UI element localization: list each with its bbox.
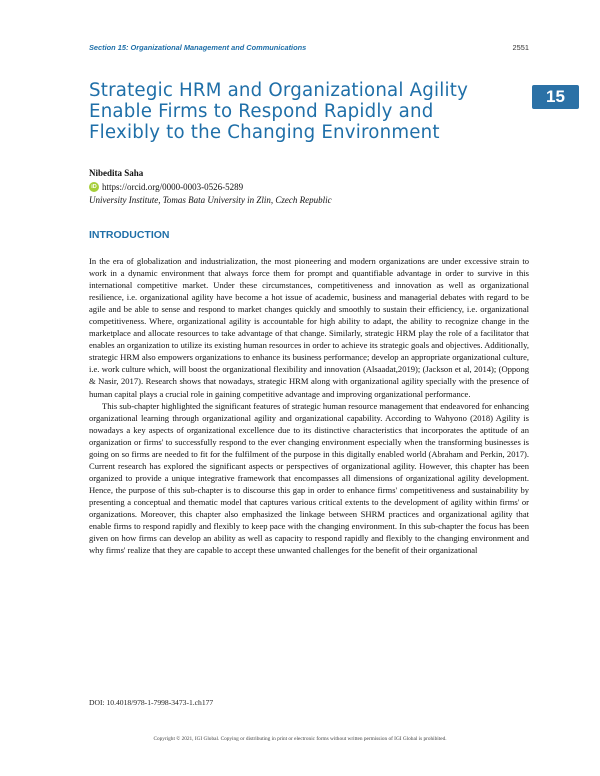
chapter-title: Strategic HRM and Organizational Agility Enable Firms to Respond Rapidly and Flexibly to the Changing Environment xyxy=(89,80,469,143)
copyright-notice: Copyright © 2021, IGI Global. Copying or distributing in print or electronic forms without written permission of IGI Global is prohibited. xyxy=(153,736,447,742)
orcid-link[interactable]: https://orcid.org/0000-0003-0526-5289 xyxy=(102,182,244,192)
paragraph: This sub-chapter highlighted the significant features of strategic human resource management that endeavored for enhancing organizational learning through organizational agility and organizational capability. According to Wahyono (2018) Agility is nowadays a key aspects of organizational excellence due to its distinctive characteristics that incorporates the aptitude of an organization or firms' to successfully respond to the ever changing environment especially when the transforming businesses is going on so firms are needed to fit for the fulfilment of the purpose in this digitally enabled world (Abraham and Perkin, 2017). Current research has explored the significant aspects or perspectives of organizational agility. However, this chapter has been organized to provide a unique integrative framework that encompasses all dimensions of organizational agility development. Hence, the purpose of this sub-chapter is to discourse this gap in order to enhance firms' competitiveness and sustainability by presenting a conceptual and thematic model that captures various critical extents to the development of agility within firms' or organizations. Moreover, this chapter also emphasized the linkage between SHRM practices and organizational agility that enable firms to respond rapidly and flexibly to keep pace with the changing environment. In this sub-chapter the focus has been given on how firms can develop an ability as well as capacity to respond rapidly and flexibly to the changing environment and why firms' realize that they are capable to accept these unwanted challenges for the benefit of their organizational xyxy=(89,400,529,556)
author-name: Nibedita Saha xyxy=(89,168,144,178)
doi: DOI: 10.4018/978-1-7998-3473-1.ch177 xyxy=(89,698,214,707)
orcid-icon: iD xyxy=(89,182,99,192)
section-heading: INTRODUCTION xyxy=(89,229,170,241)
page-number: 2551 xyxy=(512,43,529,52)
author-affiliation: University Institute, Tomas Bata University in Zlin, Czech Republic xyxy=(89,195,332,205)
chapter-number-badge: 15 xyxy=(532,85,579,109)
running-header xyxy=(89,43,529,57)
orcid-row xyxy=(89,181,243,193)
body-text xyxy=(89,255,529,556)
section-title: Section 15: Organizational Management and Communications xyxy=(89,43,307,52)
paragraph: In the era of globalization and industrialization, the most pioneering and modern organizations are under excessive strain to work in a dynamic environment that always force them for prompt and quantifiable advantage in order to survive in this international competitive market. Under these circumstances, competitiveness and innovation as well as organizational resilience, i.e. organizational agility have become a hot issue of academic, business and managerial debates with regard to be agile and be able to sense and respond to market changes quickly and smoothly to sustain their efficiency, i.e. organizational competitiveness. Where, organizational agility is accountable for high ability to adapt, the ability to recognize change in the marketplace and allocate resources to take advantage of that change. Similarly, strategic HRM play the role of a facilitator that enables an organization to utilize its existing human resources in order to achieve its strategic goals and objectives. Additionally, strategic HRM also empowers organizations to enhance its business performance; develop an appropriate organizational culture, i.e. work culture which, will boost the organizational flexibility and innovation (Alsaadat,2019); (Jackson et al, 2014); (Oppong & Nasir, 2017). Research shows that nowadays, strategic HRM along with organizational agility specially with the presence of human capital plays a crucial role in gaining competitive advantage and improving organizational performance. xyxy=(89,256,529,399)
